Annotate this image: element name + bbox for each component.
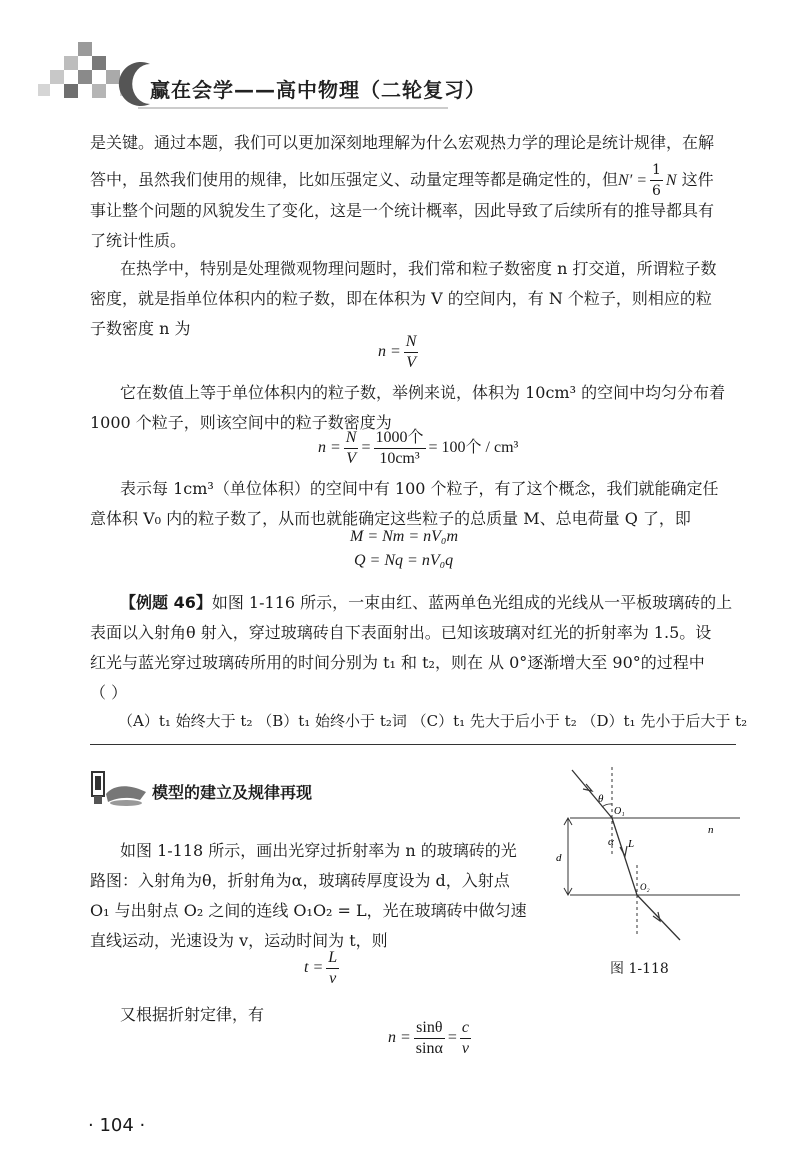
section-line: 直线运动，光速设为 v，运动时间为 t，则	[90, 931, 388, 950]
header-pattern-icon	[38, 42, 132, 98]
paragraph-line: 意体积 V₀ 内的粒子数了，从而也就能确定这些粒子的总质量 M、总电荷量 Q 了，即	[90, 509, 691, 528]
label-L: L	[628, 838, 635, 850]
equation-density-example: n = $\frac{N}{V}$ = $\frac{\text{1000个}}{\text{10cm³}}$ = 100个 / cm³	[318, 429, 519, 467]
paragraph-line: 事让整个问题的风貌发生了变化，这是一个统计概率，因此导致了后续所有的推导都具有	[90, 201, 715, 220]
paragraph-line: 了统计性质。	[90, 231, 187, 250]
example-line: 红光与蓝光穿过玻璃砖所用的时间分别为 t₁ 和 t₂，则在 从 0°逐渐增大至 90°的过程中	[90, 653, 705, 672]
section-line: O₁ 与出射点 O₂ 之间的连线 O₁O₂ = L，光在玻璃砖中做匀速	[90, 901, 527, 920]
paragraph-line: 它在数值上等于单位体积内的粒子数，举例来说，体积为 10cm³ 的空间中均匀分布着	[120, 383, 726, 402]
paragraph-line: 密度，就是指单位体积内的粒子数，即在体积为 V 的空间内，有 N 个粒子，则相应的粒	[90, 289, 712, 308]
section-title: 模型的建立及规律再现	[152, 783, 313, 802]
label-theta: θ	[598, 793, 604, 805]
example-options: （A）t₁ 始终大于 t₂ （B）t₁ 始终小于 t₂词 （C）t₁ 先大于后小于 t₂ （D）t₁ 先小于后大于 t₂	[118, 712, 748, 730]
page-number: · 104 ·	[88, 1115, 146, 1136]
paragraph-line: 在热学中，特别是处理微观物理问题时，我们常和粒子数密度 n 打交道，所谓粒子数	[120, 259, 717, 278]
equation-charge: Q = Nq = nV₀q	[354, 552, 454, 569]
example-line: 【例题 46】如图 1-116 所示，一束由红、蓝两单色光组成的光线从一平板玻璃砖的上	[120, 593, 733, 612]
paragraph-line: 表示每 1cm³（单位体积）的空间中有 100 个粒子，有了这个概念，我们就能确定任	[120, 479, 719, 498]
exit-ray	[637, 895, 680, 940]
incident-ray	[572, 770, 612, 818]
header-crescent-icon	[119, 62, 150, 106]
paragraph-line: 子数密度 n 为	[90, 319, 191, 338]
section-line: 如图 1-118 所示，画出光穿过折射率为 n 的玻璃砖的光	[120, 841, 517, 860]
figure-caption: 图 1-118	[610, 961, 669, 977]
refracted-ray	[612, 818, 637, 895]
example-line: （ ）	[90, 683, 128, 702]
equation-mass: M = Nm = nV₀m	[350, 528, 459, 545]
label-d: d	[556, 852, 562, 864]
section-line: 又根据折射定律，有	[120, 1005, 265, 1024]
paragraph-line: 答中，虽然我们使用的规律，比如压强定义、动量定理等都是确定性的，但N′ = $\frac{1}{6}$ N 这件	[90, 162, 714, 199]
section-lamp-icon	[88, 770, 150, 808]
section-divider	[90, 744, 736, 745]
label-o1: O₁	[614, 806, 625, 817]
label-o2: O₂	[640, 882, 650, 892]
figure-1-118	[540, 765, 750, 950]
equation-density: n = $\frac{N}{V}$	[378, 333, 417, 371]
paragraph-line: 1000 个粒子，则该空间中的粒子数密度为	[90, 413, 392, 432]
label-alpha: α	[608, 836, 614, 848]
equation-time: t = $\frac{L}{v}$	[304, 949, 338, 987]
paragraph-line: 是关键。通过本题，我们可以更加深刻地理解为什么宏观热力学的理论是统计规律，在解	[90, 133, 715, 152]
equation-snell: n = $\frac{\sin\theta}{\sin\alpha}$ = $\frac{c}{v}$	[388, 1019, 469, 1057]
label-n: n	[708, 824, 714, 836]
header-title: 赢在会学——高中物理（二轮复习）	[150, 78, 486, 102]
section-line: 路图：入射角为θ，折射角为α，玻璃砖厚度设为 d，入射点	[90, 871, 510, 890]
example-label: 【例题 46】	[120, 593, 212, 612]
example-line: 表面以入射角θ 射入，穿过玻璃砖自下表面射出。已知该玻璃对红光的折射率为 1.5。设	[90, 623, 712, 642]
